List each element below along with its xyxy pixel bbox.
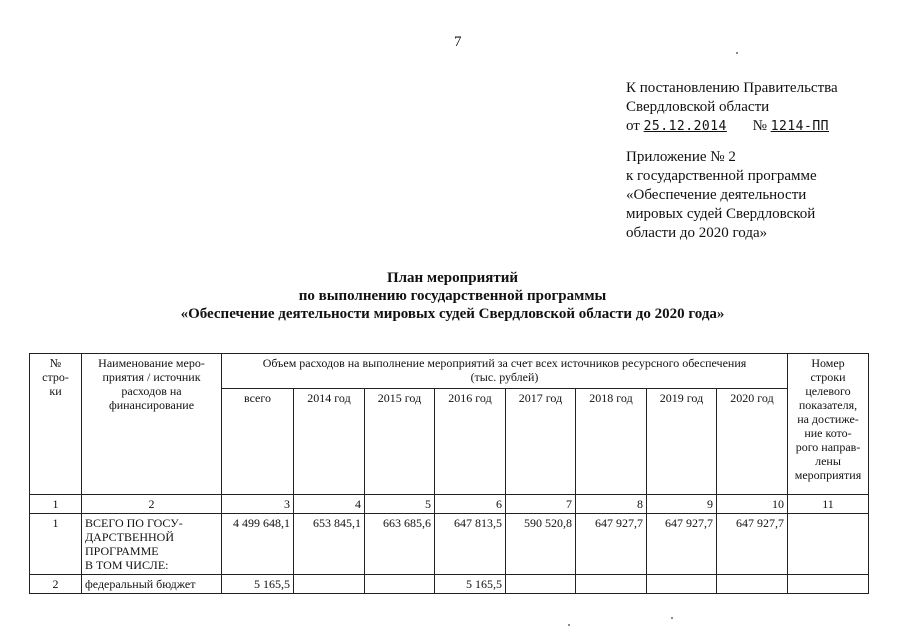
decree-from-label: от bbox=[626, 118, 640, 134]
value-2014 bbox=[294, 575, 365, 594]
row-number: 1 bbox=[30, 514, 82, 575]
row-name: федеральный бюджет bbox=[82, 575, 222, 594]
appendix-line-2: к государственной программе bbox=[626, 168, 817, 184]
plan-title-line-3: «Обеспечение деятельности мировых судей Свердловской области до 2020 года» bbox=[180, 306, 725, 322]
target-cell bbox=[788, 514, 869, 575]
value-total: 4 499 648,1 bbox=[222, 514, 294, 575]
plan-title-line-2: по выполнению государственной программы bbox=[298, 288, 607, 304]
header-expenses: Объем расходов на выполнение мероприятий за счет всех источников ресурсного обеспечения (тыс. рублей) bbox=[222, 354, 788, 389]
decree-line-2: Свердловской области bbox=[626, 99, 770, 115]
plan-title-line-1: План мероприятий bbox=[386, 270, 519, 286]
decree-line-1: К постановлению Правительства bbox=[626, 80, 838, 96]
value-2015: 663 685,6 bbox=[365, 514, 435, 575]
header-target-indicator: Номер строки целевого показателя, на достиже- ние кото- рого направ- лены мероприятия bbox=[788, 354, 869, 495]
header-total: всего bbox=[222, 389, 294, 495]
value-2018: 647 927,7 bbox=[576, 514, 647, 575]
index-cell: 6 bbox=[435, 495, 506, 514]
value-2019: 647 927,7 bbox=[647, 514, 717, 575]
value-2018 bbox=[576, 575, 647, 594]
value-2020: 647 927,7 bbox=[717, 514, 788, 575]
table-index-row bbox=[30, 495, 869, 514]
header-row-number: № стро- ки bbox=[30, 354, 82, 495]
value-2017: 590 520,8 bbox=[506, 514, 576, 575]
expenses-table bbox=[29, 353, 869, 594]
decree-date: 25.12.2014 bbox=[643, 119, 727, 134]
value-2017 bbox=[506, 575, 576, 594]
header-year-2019: 2019 год bbox=[647, 389, 717, 495]
header-year-2014: 2014 год bbox=[294, 389, 365, 495]
scan-speck bbox=[568, 624, 570, 626]
row-name: ВСЕГО ПО ГОСУ- ДАРСТВЕННОЙ ПРОГРАММЕ В ТОМ ЧИСЛЕ: bbox=[82, 514, 222, 575]
decree-reference bbox=[626, 79, 838, 136]
index-cell: 3 bbox=[222, 495, 294, 514]
table-row-federal-budget bbox=[30, 575, 869, 594]
value-2016: 5 165,5 bbox=[435, 575, 506, 594]
value-2020 bbox=[717, 575, 788, 594]
appendix-block bbox=[626, 148, 817, 243]
index-cell: 4 bbox=[294, 495, 365, 514]
decree-date-number-line bbox=[626, 117, 838, 136]
header-activity-name: Наименование меро- приятия / источник расходов на финансирование bbox=[82, 354, 222, 495]
header-year-2017: 2017 год bbox=[506, 389, 576, 495]
page-number: 7 bbox=[454, 34, 462, 50]
value-total: 5 165,5 bbox=[222, 575, 294, 594]
table-row-total bbox=[30, 514, 869, 575]
header-year-2018: 2018 год bbox=[576, 389, 647, 495]
index-cell: 2 bbox=[82, 495, 222, 514]
row-number: 2 bbox=[30, 575, 82, 594]
value-2015 bbox=[365, 575, 435, 594]
appendix-line-3: «Обеспечение деятельности bbox=[626, 187, 807, 203]
value-2016: 647 813,5 bbox=[435, 514, 506, 575]
header-year-2020: 2020 год bbox=[717, 389, 788, 495]
index-cell: 1 bbox=[30, 495, 82, 514]
table-header-row-1 bbox=[30, 354, 869, 389]
decree-number: 1214-ПП bbox=[770, 119, 829, 134]
scan-speck bbox=[671, 617, 673, 619]
value-2014: 653 845,1 bbox=[294, 514, 365, 575]
index-cell: 11 bbox=[788, 495, 869, 514]
header-year-2015: 2015 год bbox=[365, 389, 435, 495]
index-cell: 10 bbox=[717, 495, 788, 514]
index-cell: 5 bbox=[365, 495, 435, 514]
decree-number-label: № bbox=[752, 118, 767, 134]
header-year-2016: 2016 год bbox=[435, 389, 506, 495]
appendix-line-1: Приложение № 2 bbox=[626, 149, 736, 165]
scan-speck bbox=[736, 52, 738, 54]
plan-title bbox=[0, 269, 905, 323]
index-cell: 7 bbox=[506, 495, 576, 514]
target-cell bbox=[788, 575, 869, 594]
appendix-line-4: мировых судей Свердловской bbox=[626, 206, 816, 222]
appendix-line-5: области до 2020 года» bbox=[626, 225, 768, 241]
value-2019 bbox=[647, 575, 717, 594]
index-cell: 8 bbox=[576, 495, 647, 514]
index-cell: 9 bbox=[647, 495, 717, 514]
